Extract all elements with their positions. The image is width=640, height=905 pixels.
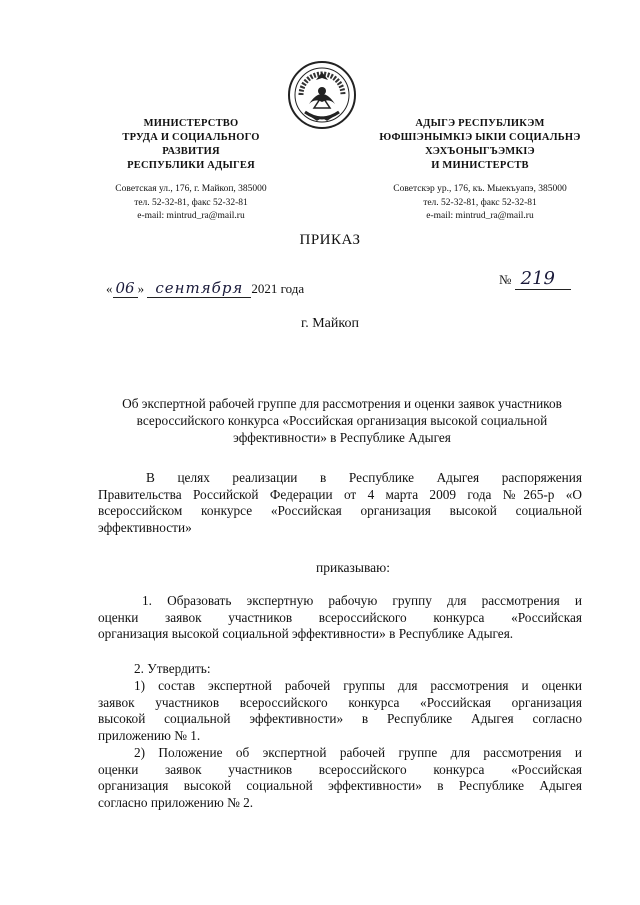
item-1-line: оценки заявок участников всероссийского конкурса «Российская	[98, 609, 582, 625]
header-right-phone: тел. 52-32-81, факс 52-32-81	[423, 197, 537, 208]
preamble-line: Правительства Российской Федерации от 4 марта 2009 года №265-р «О	[98, 486, 582, 502]
preamble-line: эффективности»	[98, 519, 192, 535]
header-right-line: И МИНИСТЕРСТВ	[431, 160, 529, 171]
coat-of-arms-emblem	[287, 58, 357, 132]
preamble-line: всероссийском конкурсе «Российская организация высокой социальной	[98, 503, 582, 519]
order-number	[499, 268, 571, 289]
header-left	[86, 117, 296, 224]
date-month: сентября	[147, 279, 251, 298]
date-close-quote: »	[137, 281, 145, 296]
item-2-head: 2. Утвердить:	[134, 661, 211, 676]
preamble	[98, 470, 582, 536]
item-1-line: 1. Образовать экспертную рабочую группу для рассмотрения и	[142, 593, 582, 608]
item-2-2-line: организация высокой социальной эффективности» в Республике Адыгея	[98, 778, 582, 794]
date-open-quote: «	[106, 281, 113, 296]
item-1-line: организация высокой социальной эффективности» в Республике Адыгея.	[98, 626, 514, 642]
item-2-2-line: 2) Положение об экспертной рабочей группе для рассмотрения и	[134, 745, 582, 760]
date-day: 06	[113, 279, 138, 298]
header-left-line: МИНИСТЕРСТВО	[143, 118, 239, 129]
header-left-line: ТРУДА И СОЦИАЛЬНОГО	[122, 132, 260, 143]
item-2-1-line: заявок участников всероссийского конкурса «Российская организация	[98, 694, 582, 710]
header-left-address: Советская ул., 176, г. Майкоп, 385000	[115, 184, 267, 194]
item-2-1-line: высокой социальной эффективности» в Республике Адыгея согласно	[98, 711, 582, 727]
header-right-line: АДЫГЭ РЕСПУБЛИКЭМ	[415, 118, 545, 129]
item-2-2	[98, 745, 582, 811]
order-title	[84, 396, 600, 446]
header-left-email: e-mail: mintrud_ra@mail.ru	[137, 211, 245, 221]
header-left-phone: тел. 52-32-81, факс 52-32-81	[134, 197, 248, 208]
title-line: всероссийского конкурса «Российская организация высокой социальной	[136, 412, 548, 428]
item-2-1-line: приложению № 1.	[98, 727, 201, 743]
header-right-line: ЮФШІЭНЫМКІЭ ЫКІИ СОЦИАЛЬНЭ	[379, 132, 581, 143]
item-2-1-line: 1) состав экспертной рабочей группы для рассмотрения и оценки	[134, 678, 582, 693]
title-line: Об экспертной рабочей группе для рассмотрения и оценки заявок участников	[122, 396, 562, 411]
item-1	[98, 593, 582, 643]
date-suffix: 2021 года	[251, 281, 305, 296]
item-2-1	[98, 678, 582, 744]
city: г. Майкоп	[301, 316, 359, 331]
header-right-line: ХЭХЪОНЫГЪЭМКІЭ	[425, 146, 535, 157]
header-right-address: Советскэр ур., 176, къ. Мыекъуапэ, 385000	[393, 184, 567, 194]
order-word: приказываю:	[316, 560, 390, 575]
header-right-email: e-mail: mintrud_ra@mail.ru	[426, 211, 534, 221]
header-right	[374, 117, 586, 224]
header-left-line: РЕСПУБЛИКИ АДЫГЕЯ	[127, 160, 255, 171]
document-type: ПРИКАЗ	[299, 232, 361, 248]
preamble-line: В целях реализации в Республике Адыгея распоряжения	[146, 470, 582, 485]
item-2-2-line: согласно приложению № 2.	[98, 794, 254, 810]
header-left-line: РАЗВИТИЯ	[162, 146, 220, 157]
number-value: 219	[515, 268, 571, 290]
date-line	[106, 279, 304, 297]
item-2-2-line: оценки заявок участников всероссийского конкурса «Российская	[98, 761, 582, 777]
number-label: №	[499, 272, 512, 287]
title-line: эффективности» в Республике Адыгея	[233, 429, 451, 445]
